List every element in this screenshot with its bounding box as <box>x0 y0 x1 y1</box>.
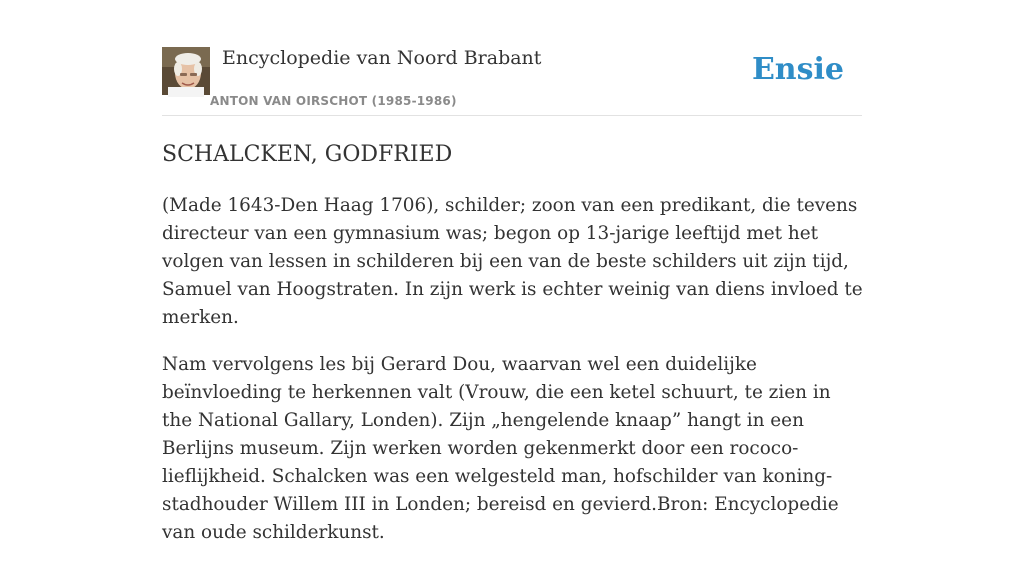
avatar[interactable] <box>162 47 210 95</box>
ensie-logo[interactable]: Ensie <box>751 52 844 87</box>
article-body <box>162 192 866 566</box>
article-paragraph: (Made 1643-Den Haag 1706), schilder; zoon van een predikant, die tevens directeur van een gymnasium was; begon op 13-jarige leeftijd met het volgen van lessen in schilderen bij een van de beste schilders uit zijn tijd, Samuel van Hoogstraten. In zijn werk is echter weinig van diens invloed te merken. <box>162 195 863 328</box>
header <box>162 40 862 116</box>
article-paragraph: Nam vervolgens les bij Gerard Dou, waarvan wel een duidelijke beïnvloeding te herkennen valt (Vrouw, die een ketel schuurt, te zien in the National Gallary, Londen). Zijn „hengelende knaap” hangt in een Berlijns museum. Zijn werken worden gekenmerkt door een rococo-lieflijkheid. Schalcken was een welgesteld man, hofschilder van koning-stadhouder Willem III in Londen; bereisd en gevierd.Bron: Encyclopedie van oude schilderkunst. <box>162 354 839 543</box>
author-portrait-icon <box>162 47 210 95</box>
source-title[interactable]: Encyclopedie van Noord Brabant <box>222 47 542 69</box>
article-title: SCHALCKEN, GODFRIED <box>162 142 453 167</box>
author-name[interactable]: ANTON VAN OIRSCHOT (1985-1986) <box>210 94 457 108</box>
